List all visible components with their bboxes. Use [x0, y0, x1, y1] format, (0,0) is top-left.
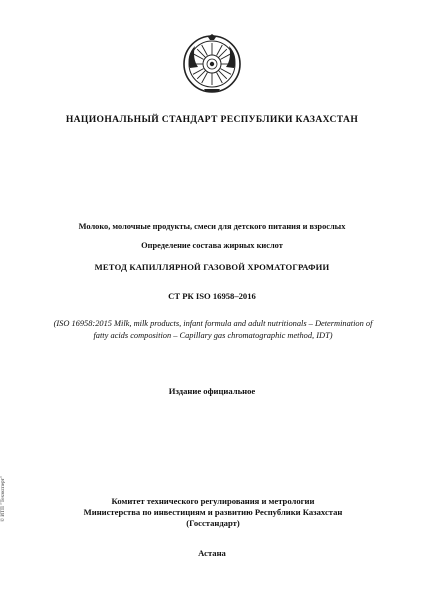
publisher-line-3: (Госстандарт) [186, 518, 240, 528]
international-reference-line-2: fatty acids composition – Capillary gas chromatographic method, IDT) [93, 330, 333, 340]
publisher-line-1: Комитет технического регулирования и метрологии [111, 496, 315, 506]
standard-title: НАЦИОНАЛЬНЫЙ СТАНДАРТ РЕСПУБЛИКИ КАЗАХСТАН [65, 114, 359, 125]
method-title: МЕТОД КАПИЛЛЯРНОЙ ГАЗОВОЙ ХРОМАТОГРАФИИ [94, 262, 330, 272]
standard-designation: СТ РК ISO 16958–2016 [168, 291, 256, 301]
international-reference-line-1: (ISO 16958:2015 Milk, milk products, infant formula and adult nutritionals – Determination of [53, 319, 373, 328]
publisher-line-2: Министерства по инвестициям и развитию Республики Казахстан [83, 507, 343, 517]
publisher-block [40, 496, 386, 529]
document-title-line-2: Определение состава жирных кислот [141, 241, 283, 250]
edition-label: Издание официальное [168, 386, 256, 396]
copyright-stamp: © ИТП "Техэксперт" [0, 476, 6, 522]
document-title-line-1: Молоко, молочные продукты, смеси для детского питания и взрослых [78, 222, 346, 231]
kazakhstan-state-emblem-icon [182, 34, 242, 94]
city-label: Астана [198, 548, 226, 558]
international-reference [40, 318, 386, 341]
